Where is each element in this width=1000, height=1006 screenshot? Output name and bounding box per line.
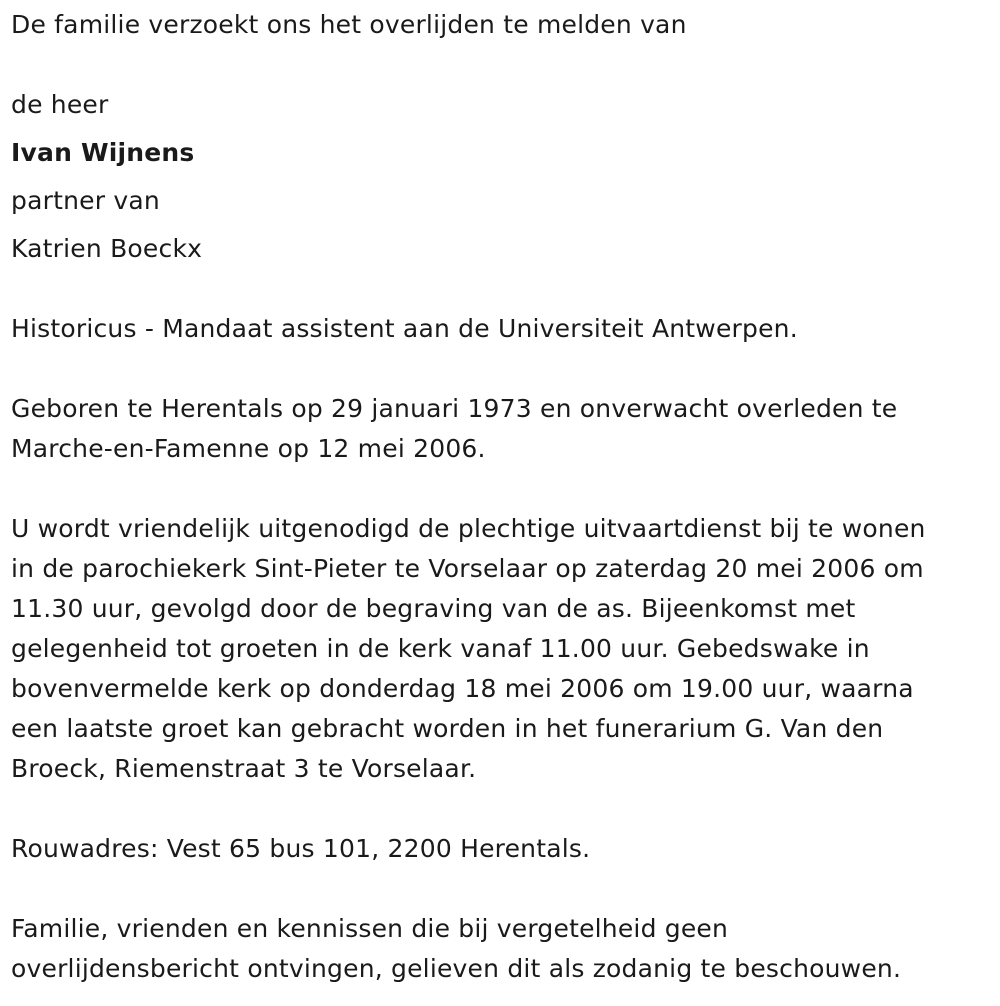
partner-name: Katrien Boeckx bbox=[11, 234, 203, 263]
ceremony-line-4: gelegenheid tot groeten in de kerk vanaf 11.00 uur. Gebedswake in bbox=[11, 634, 870, 663]
ceremony-line-5: bovenvermelde kerk op donderdag 18 mei 2006 om 19.00 uur, waarna bbox=[11, 674, 914, 703]
closing-line-1: Familie, vrienden en kennissen die bij vergetelheid geen bbox=[11, 914, 729, 943]
honorific: de heer bbox=[11, 90, 109, 119]
ceremony-line-7: Broeck, Riemenstraat 3 te Vorselaar. bbox=[11, 754, 477, 783]
deceased-name: Ivan Wijnens bbox=[11, 138, 195, 167]
birth-death-line-1: Geboren te Herentals op 29 januari 1973 en onverwacht overleden te bbox=[11, 394, 898, 423]
ceremony-line-2: in de parochiekerk Sint-Pieter te Vorselaar op zaterdag 20 mei 2006 om bbox=[11, 554, 924, 583]
ceremony-line-1: U wordt vriendelijk uitgenodigd de plechtige uitvaartdienst bij te wonen bbox=[11, 514, 926, 543]
relation-text: partner van bbox=[11, 186, 160, 215]
profession-text: Historicus - Mandaat assistent aan de Universiteit Antwerpen. bbox=[11, 314, 798, 343]
birth-death-line-2: Marche-en-Famenne op 12 mei 2006. bbox=[11, 434, 486, 463]
ceremony-line-6: een laatste groet kan gebracht worden in het funerarium G. Van den bbox=[11, 714, 884, 743]
closing-line-2: overlijdensbericht ontvingen, gelieven dit als zodanig te beschouwen. bbox=[11, 954, 902, 983]
ceremony-line-3: 11.30 uur, gevolgd door de begraving van de as. Bijeenkomst met bbox=[11, 594, 856, 623]
mourning-address: Rouwadres: Vest 65 bus 101, 2200 Herentals. bbox=[11, 834, 591, 863]
intro-text: De familie verzoekt ons het overlijden te melden van bbox=[11, 10, 687, 39]
